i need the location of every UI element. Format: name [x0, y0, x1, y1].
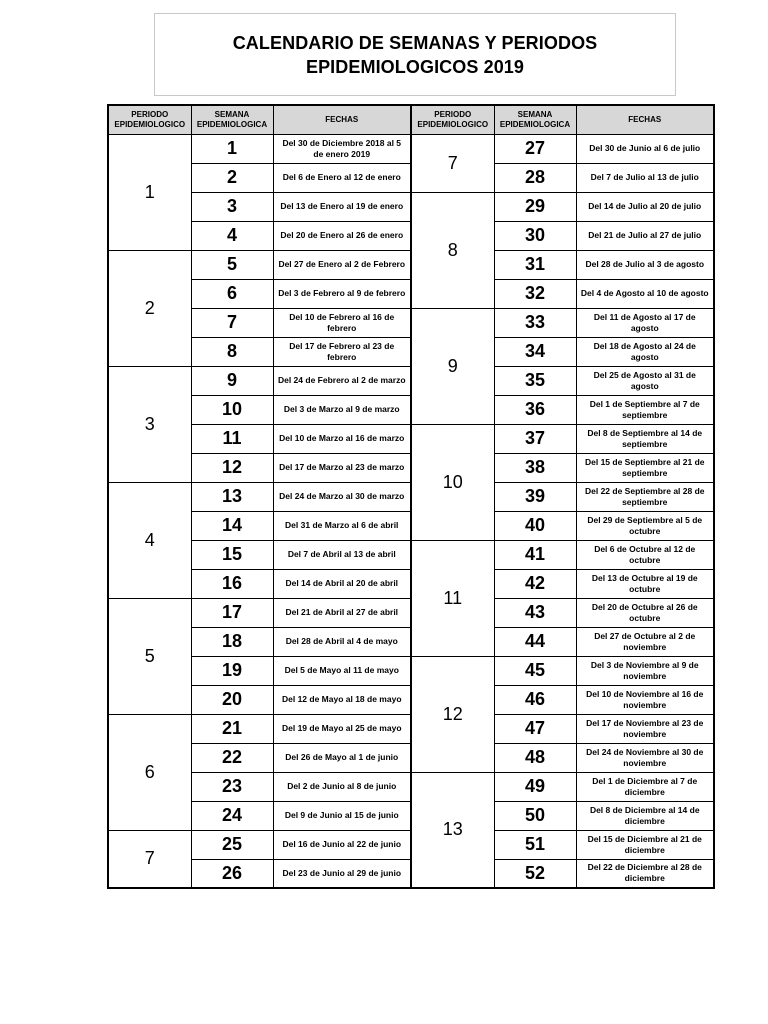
- semana-cell: 47: [494, 714, 576, 743]
- periodo-cell: 3: [108, 366, 191, 482]
- periodo-cell: 11: [411, 540, 494, 656]
- semana-cell: 5: [191, 250, 273, 279]
- fecha-cell: Del 3 de Marzo al 9 de marzo: [273, 395, 411, 424]
- fecha-cell: Del 5 de Mayo al 11 de mayo: [273, 656, 411, 685]
- fecha-cell: Del 6 de Enero al 12 de enero: [273, 163, 411, 192]
- header-fechas-left: FECHAS: [273, 105, 411, 134]
- semana-cell: 43: [494, 598, 576, 627]
- header-semana-left: SEMANA EPIDEMIOLOGICA: [191, 105, 273, 134]
- periodo-cell: 5: [108, 598, 191, 714]
- semana-cell: 11: [191, 424, 273, 453]
- header-semana-right: SEMANA EPIDEMIOLOGICA: [494, 105, 576, 134]
- semana-cell: 40: [494, 511, 576, 540]
- semana-cell: 46: [494, 685, 576, 714]
- semana-cell: 15: [191, 540, 273, 569]
- fecha-cell: Del 13 de Enero al 19 de enero: [273, 192, 411, 221]
- semana-cell: 44: [494, 627, 576, 656]
- periodo-cell: 12: [411, 656, 494, 772]
- fecha-cell: Del 10 de Febrero al 16 de febrero: [273, 308, 411, 337]
- semana-cell: 38: [494, 453, 576, 482]
- table-row: [108, 308, 714, 337]
- fecha-cell: Del 14 de Julio al 20 de julio: [576, 192, 714, 221]
- fecha-cell: Del 18 de Agosto al 24 de agosto: [576, 337, 714, 366]
- fecha-cell: Del 6 de Octubre al 12 de octubre: [576, 540, 714, 569]
- fecha-cell: Del 28 de Julio al 3 de agosto: [576, 250, 714, 279]
- semana-cell: 23: [191, 772, 273, 801]
- table-row: [108, 772, 714, 801]
- fecha-cell: Del 21 de Abril al 27 de abril: [273, 598, 411, 627]
- periodo-cell: 2: [108, 250, 191, 366]
- fecha-cell: Del 30 de Diciembre 2018 al 5 de enero 2019: [273, 134, 411, 163]
- semana-cell: 21: [191, 714, 273, 743]
- semana-cell: 30: [494, 221, 576, 250]
- fecha-cell: Del 3 de Febrero al 9 de febrero: [273, 279, 411, 308]
- semana-cell: 19: [191, 656, 273, 685]
- fecha-cell: Del 8 de Diciembre al 14 de diciembre: [576, 801, 714, 830]
- semana-cell: 42: [494, 569, 576, 598]
- calendar-body: [108, 134, 714, 888]
- fecha-cell: Del 10 de Marzo al 16 de marzo: [273, 424, 411, 453]
- fecha-cell: Del 10 de Noviembre al 16 de noviembre: [576, 685, 714, 714]
- header-periodo-right: PERIODO EPIDEMIOLOGICO: [411, 105, 494, 134]
- fecha-cell: Del 9 de Junio al 15 de junio: [273, 801, 411, 830]
- fecha-cell: Del 28 de Abril al 4 de mayo: [273, 627, 411, 656]
- semana-cell: 51: [494, 830, 576, 859]
- semana-cell: 37: [494, 424, 576, 453]
- fecha-cell: Del 14 de Abril al 20 de abril: [273, 569, 411, 598]
- semana-cell: 6: [191, 279, 273, 308]
- semana-cell: 24: [191, 801, 273, 830]
- fecha-cell: Del 2 de Junio al 8 de junio: [273, 772, 411, 801]
- title-line-2: EPIDEMIOLOGICOS 2019: [305, 56, 525, 77]
- semana-cell: 9: [191, 366, 273, 395]
- fecha-cell: Del 22 de Septiembre al 28 de septiembre: [576, 482, 714, 511]
- fecha-cell: Del 16 de Junio al 22 de junio: [273, 830, 411, 859]
- fecha-cell: Del 27 de Enero al 2 de Febrero: [273, 250, 411, 279]
- fecha-cell: Del 1 de Diciembre al 7 de diciembre: [576, 772, 714, 801]
- semana-cell: 3: [191, 192, 273, 221]
- semana-cell: 50: [494, 801, 576, 830]
- fecha-cell: Del 17 de Febrero al 23 de febrero: [273, 337, 411, 366]
- fecha-cell: Del 23 de Junio al 29 de junio: [273, 859, 411, 888]
- semana-cell: 2: [191, 163, 273, 192]
- header-periodo-left: PERIODO EPIDEMIOLOGICO: [108, 105, 191, 134]
- fecha-cell: Del 24 de Noviembre al 30 de noviembre: [576, 743, 714, 772]
- fecha-cell: Del 15 de Septiembre al 21 de septiembre: [576, 453, 714, 482]
- header-row: [108, 105, 714, 134]
- semana-cell: 17: [191, 598, 273, 627]
- semana-cell: 20: [191, 685, 273, 714]
- fecha-cell: Del 30 de Junio al 6 de julio: [576, 134, 714, 163]
- fecha-cell: Del 1 de Septiembre al 7 de septiembre: [576, 395, 714, 424]
- semana-cell: 39: [494, 482, 576, 511]
- fecha-cell: Del 19 de Mayo al 25 de mayo: [273, 714, 411, 743]
- semana-cell: 36: [494, 395, 576, 424]
- fecha-cell: Del 31 de Marzo al 6 de abril: [273, 511, 411, 540]
- fecha-cell: Del 26 de Mayo al 1 de junio: [273, 743, 411, 772]
- periodo-cell: 10: [411, 424, 494, 540]
- semana-cell: 31: [494, 250, 576, 279]
- semana-cell: 22: [191, 743, 273, 772]
- semana-cell: 41: [494, 540, 576, 569]
- calendar-table: [107, 104, 715, 889]
- periodo-cell: 7: [411, 134, 494, 192]
- fecha-cell: Del 22 de Diciembre al 28 de diciembre: [576, 859, 714, 888]
- periodo-cell: 6: [108, 714, 191, 830]
- semana-cell: 27: [494, 134, 576, 163]
- periodo-cell: 13: [411, 772, 494, 888]
- fecha-cell: Del 21 de Julio al 27 de julio: [576, 221, 714, 250]
- fecha-cell: Del 24 de Febrero al 2 de marzo: [273, 366, 411, 395]
- semana-cell: 33: [494, 308, 576, 337]
- semana-cell: 13: [191, 482, 273, 511]
- semana-cell: 7: [191, 308, 273, 337]
- fecha-cell: Del 7 de Julio al 13 de julio: [576, 163, 714, 192]
- semana-cell: 26: [191, 859, 273, 888]
- semana-cell: 52: [494, 859, 576, 888]
- periodo-cell: 7: [108, 830, 191, 888]
- title-line-1: CALENDARIO DE SEMANAS Y PERIODOS: [232, 32, 598, 53]
- table-row: [108, 134, 714, 163]
- fecha-cell: Del 29 de Septiembre al 5 de octubre: [576, 511, 714, 540]
- table-row: [108, 540, 714, 569]
- fecha-cell: Del 13 de Octubre al 19 de octubre: [576, 569, 714, 598]
- semana-cell: 8: [191, 337, 273, 366]
- semana-cell: 25: [191, 830, 273, 859]
- fecha-cell: Del 17 de Marzo al 23 de marzo: [273, 453, 411, 482]
- fecha-cell: Del 24 de Marzo al 30 de marzo: [273, 482, 411, 511]
- periodo-cell: 8: [411, 192, 494, 308]
- semana-cell: 32: [494, 279, 576, 308]
- fecha-cell: Del 25 de Agosto al 31 de agosto: [576, 366, 714, 395]
- semana-cell: 1: [191, 134, 273, 163]
- fecha-cell: Del 15 de Diciembre al 21 de diciembre: [576, 830, 714, 859]
- header-fechas-right: FECHAS: [576, 105, 714, 134]
- fecha-cell: Del 20 de Enero al 26 de enero: [273, 221, 411, 250]
- fecha-cell: Del 11 de Agosto al 17 de agosto: [576, 308, 714, 337]
- periodo-cell: 4: [108, 482, 191, 598]
- table-row: [108, 192, 714, 221]
- semana-cell: 16: [191, 569, 273, 598]
- fecha-cell: Del 8 de Septiembre al 14 de septiembre: [576, 424, 714, 453]
- fecha-cell: Del 17 de Noviembre al 23 de noviembre: [576, 714, 714, 743]
- semana-cell: 12: [191, 453, 273, 482]
- fecha-cell: Del 27 de Octubre al 2 de noviembre: [576, 627, 714, 656]
- fecha-cell: Del 4 de Agosto al 10 de agosto: [576, 279, 714, 308]
- semana-cell: 28: [494, 163, 576, 192]
- table-row: [108, 656, 714, 685]
- semana-cell: 48: [494, 743, 576, 772]
- semana-cell: 35: [494, 366, 576, 395]
- periodo-cell: 1: [108, 134, 191, 250]
- fecha-cell: Del 12 de Mayo al 18 de mayo: [273, 685, 411, 714]
- semana-cell: 14: [191, 511, 273, 540]
- semana-cell: 4: [191, 221, 273, 250]
- periodo-cell: 9: [411, 308, 494, 424]
- fecha-cell: Del 20 de Octubre al 26 de octubre: [576, 598, 714, 627]
- semana-cell: 45: [494, 656, 576, 685]
- semana-cell: 29: [494, 192, 576, 221]
- semana-cell: 49: [494, 772, 576, 801]
- table-row: [108, 424, 714, 453]
- fecha-cell: Del 3 de Noviembre al 9 de noviembre: [576, 656, 714, 685]
- semana-cell: 18: [191, 627, 273, 656]
- semana-cell: 34: [494, 337, 576, 366]
- title-box: [154, 13, 676, 96]
- fecha-cell: Del 7 de Abril al 13 de abril: [273, 540, 411, 569]
- semana-cell: 10: [191, 395, 273, 424]
